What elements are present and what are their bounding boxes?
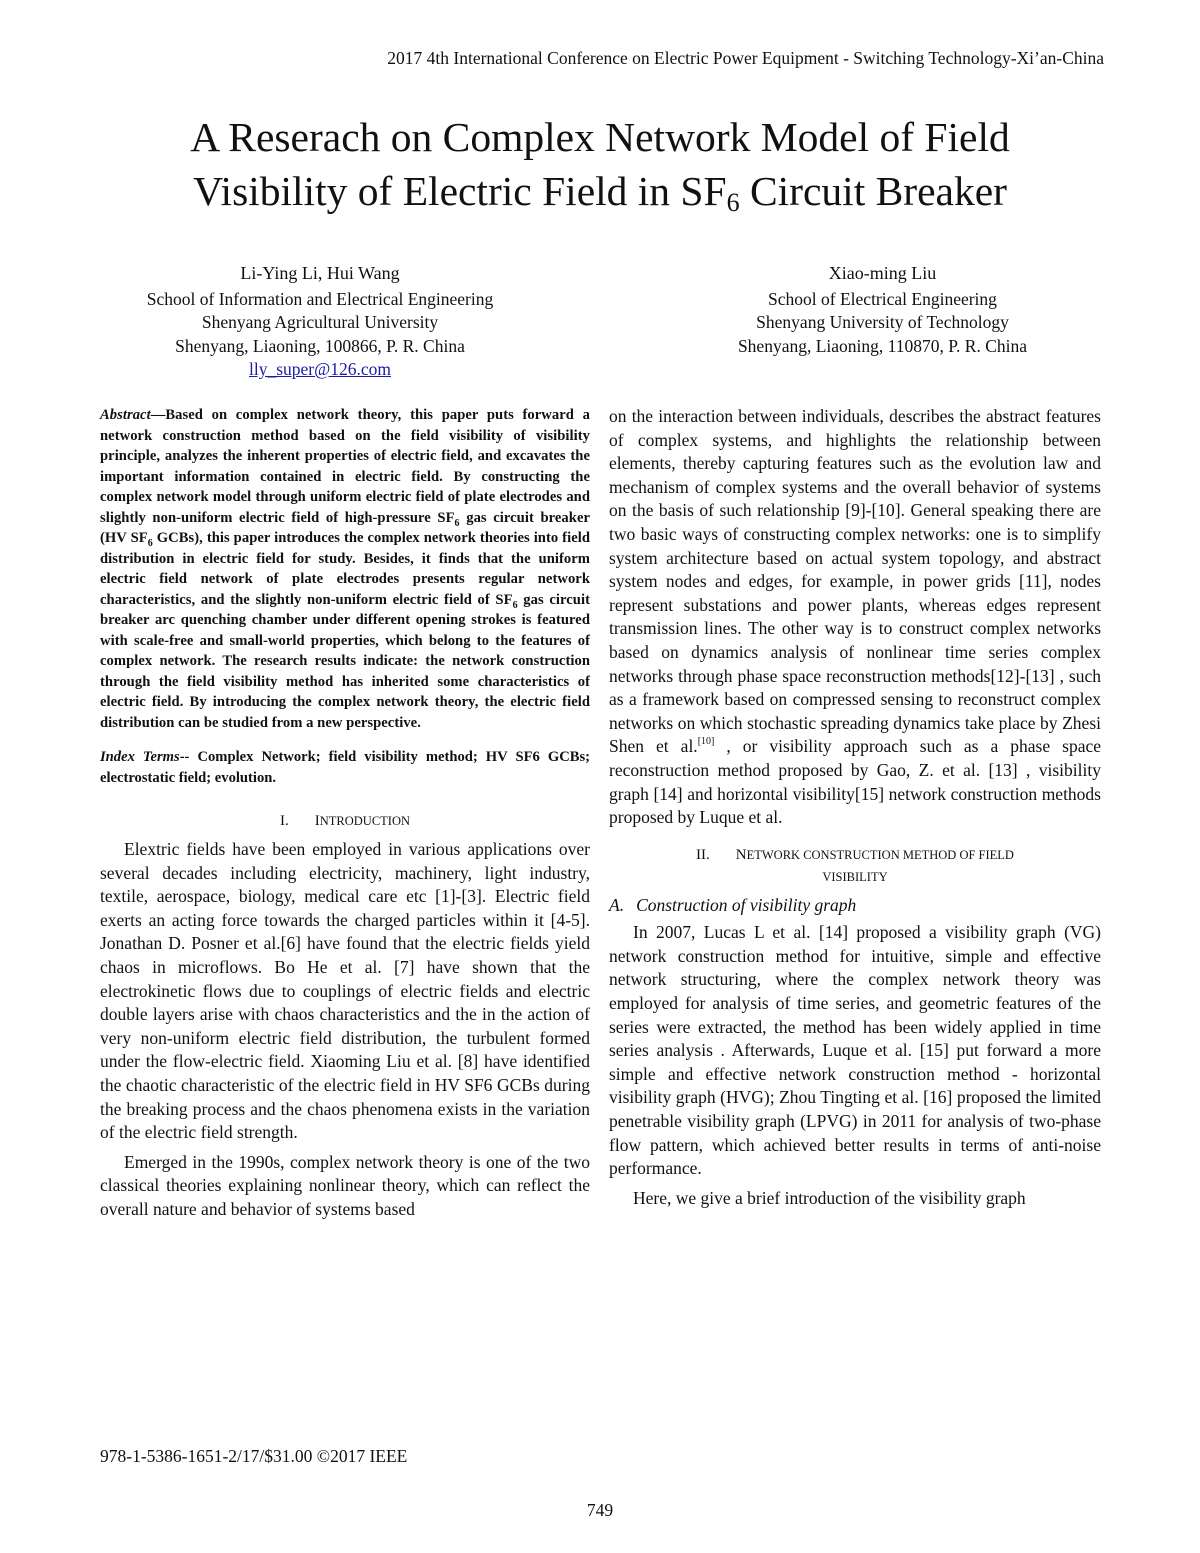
section-heading-network-construction: II. NETWORK CONSTRUCTION METHOD OF FIELD VISIBILITY: [696, 846, 1014, 884]
left-column: [100, 405, 590, 1228]
title-line-2: Visibility of Electric Field in $SF_6$ Circuit Breaker: [193, 168, 1007, 217]
index-terms-label: Index Terms: [100, 749, 180, 765]
author-department: School of Electrical Engineering: [768, 288, 997, 309]
author-email-link[interactable]: lly_super@126.com: [249, 359, 391, 379]
body-paragraph: Elextric fields have been employed in various applications over several decades including electricity, machinery, light industry, textile, aerospace, biology, medical care etc [1]-[3]. Electric field exerts an acting force towards the charged particles within it [4-5]. Jonathan D. Posner et al.[6] have found that the electric fields yield chaos in microflows. Bo He et al. [7] have shown that the electrokinetic flows due to couplings of electric fields and electric double layers arise with chaos characteristics and the in the action of very non-uniform electric field distribution, the turbulent formed under the flow-electric field. Xiaoming Liu et al. [8] have identified the chaotic characteristic of the electric field in HV SF6 GCBs during the breaking process and the chaos phenomena exists in the variation of the electric field strength.: [100, 839, 590, 1143]
author-university: Shenyang University of Technology: [756, 312, 1009, 332]
author-address: Shenyang, Liaoning, 110870, P. R. China: [737, 335, 1028, 356]
abstract-label: Abstract: [100, 407, 151, 423]
author-department: School of Information and Electrical Engineering: [146, 288, 494, 309]
paper-title: [0, 110, 1200, 218]
author-names: Li-Ying Li, Hui Wang: [240, 263, 400, 283]
body-paragraph: Emerged in the 1990s, complex network theory is one of the two classical theories explaining nonlinear theory, which can reflect the overall nature and behavior of systems based: [100, 1151, 590, 1219]
author-block-left: [100, 262, 540, 382]
author-block-right: [660, 262, 1105, 358]
subsection-heading: A. Construction of visibility graph: [609, 894, 857, 915]
index-terms: Index Terms-- Complex Network; field visibility method; HV SF6 GCBs; electrostatic field; evolution.: [100, 749, 591, 786]
body-paragraph: on the interaction between individuals, describes the abstract features of complex systems, and highlights the relationship between elements, thereby capturing features such as the evolution law and mechanism of complex systems and the overall behavior of systems on the basis of such relationship [9]-[10]. General speaking there are two basic ways of constructing complex networks: one is to simplify system architecture based on actual system topology, and abstract system nodes and edges, for example, in power grids [11], nodes represent substations and power plants, whereas edges represent transmission lines. The other way is to construct complex networks based on dynamics analysis of nonlinear time series complex networks through phase space reconstruction methods[12]-[13] , such as a framework based on compressed sensing to reconstruct complex networks on which stochastic spreading dynamics take place by Zhesi Shen et al.[10] , or visibility approach such as a phase space reconstruction method proposed by Gao, Z. et al. [13] , visibility graph [14] and horizontal visibility[15] network construction methods proposed by Luque et al.: [609, 406, 1101, 828]
author-names: Xiao-ming Liu: [828, 263, 937, 283]
page-number: 749: [586, 1500, 614, 1520]
author-university: Shenyang Agricultural University: [201, 312, 439, 332]
copyright-footer: 978-1-5386-1651-2/17/$31.00 ©2017 IEEE: [100, 1446, 408, 1466]
citation-superscript: [10]: [697, 736, 715, 748]
abstract: Abstract—Based on complex network theory, this paper puts forward a network construction method based on the field visibility of visibility principle, analyzes the inherent properties of electric field, and excavates the important information contained in electric field. By constructing the complex network model through uniform electric field of plate electrodes and slightly non-uniform electric field of high-pressure $SF_6$ gas circuit breaker (HV $SF_6$ GCBs), this paper introduces the complex network theories into field distribution in electric field for study. Besides, it finds that the uniform electric field network of plate electrodes presents regular network characteristics, and the slightly non-uniform electric field of $SF_6$ gas circuit breaker arc quenching chamber under different opening strokes is featured with scale-free and small-world properties, which belong to the features of complex network. The research results indicate: the network construction through the field visibility method has inherited some characteristics of electric field. By introducing the complex network theory, the electric field distribution can be studied from a new perspective.: [100, 407, 591, 731]
conference-header: 2017 4th International Conference on Electric Power Equipment - Switching Technology-Xi’an-China: [387, 48, 1104, 68]
body-paragraph: In 2007, Lucas L et al. [14] proposed a visibility graph (VG) network construction method for intuitive, simple and effective network structuring, where the complex network theory was employed for analysis of time series, and geometric features of the series were extracted, the method has been widely applied in time series analysis . Afterwards, Luque et al. [15] put forward a more simple and effective network construction method - horizontal visibility graph (HVG); Zhou Tingting et al. [16] proposed the limited penetrable visibility graph (LPVG) in 2011 for analysis of two-phase flow pattern, which achieved better results in terms of anti-noise performance.: [609, 922, 1101, 1179]
author-address: Shenyang, Liaoning, 100866, P. R. China: [175, 335, 465, 356]
section-heading-introduction: I. INTRODUCTION: [279, 813, 411, 829]
title-line-1: A Reserach on Complex Network Model of Field: [190, 114, 1010, 160]
body-paragraph: Here, we give a brief introduction of the visibility graph: [633, 1187, 1026, 1208]
right-column: [609, 405, 1101, 1216]
